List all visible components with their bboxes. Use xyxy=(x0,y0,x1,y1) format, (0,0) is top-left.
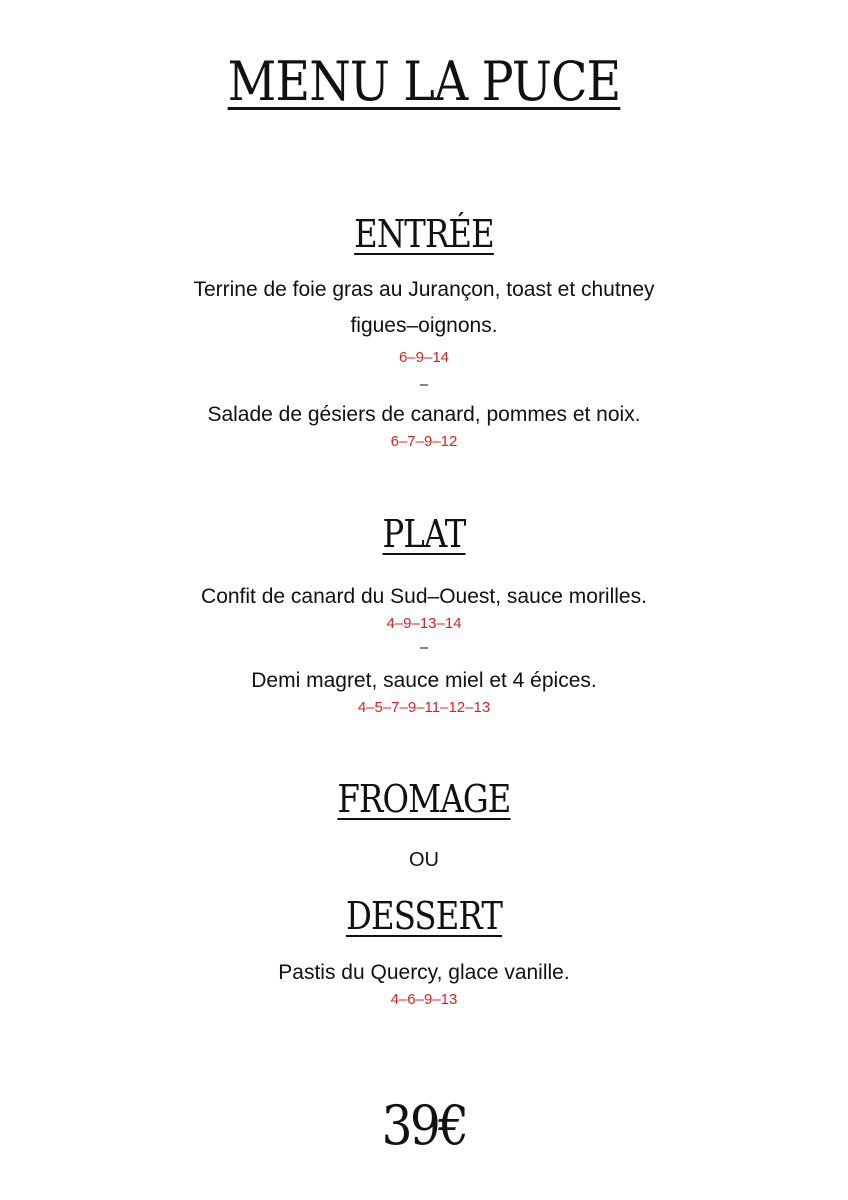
entree-dish-2-allergens: 6–7–9–12 xyxy=(390,433,458,450)
entree-dish-1-line-2: figues–oignons. xyxy=(350,314,498,337)
section-heading-fromage: FROMAGE xyxy=(337,777,511,821)
entree-dish-2-line-1: Salade de gésiers de canard, pommes et noix. xyxy=(207,403,641,426)
dessert-dish-1-line-1: Pastis du Quercy, glace vanille. xyxy=(278,961,570,984)
menu-price: 39€ xyxy=(381,1094,467,1157)
entree-dish-1-allergens: 6–9–14 xyxy=(398,349,450,366)
entree-dish-1-line-1: Terrine de foie gras au Jurançon, toast et chutney xyxy=(193,278,655,301)
menu-title: MENU LA PUCE xyxy=(227,50,621,113)
entree-separator: – xyxy=(419,376,429,393)
plat-dish-1-allergens: 4–9–13–14 xyxy=(386,615,462,632)
plat-dish-2-line-1: Demi magret, sauce miel et 4 épices. xyxy=(251,669,597,692)
section-heading-dessert: DESSERT xyxy=(345,894,503,938)
section-heading-plat: PLAT xyxy=(382,512,466,556)
dessert-dish-1-allergens: 4–6–9–13 xyxy=(390,991,458,1008)
plat-separator: – xyxy=(419,639,429,656)
plat-dish-1-line-1: Confit de canard du Sud–Ouest, sauce morilles. xyxy=(201,585,647,608)
or-separator: OU xyxy=(409,849,439,871)
section-heading-entree: ENTRÉE xyxy=(354,212,494,256)
plat-dish-2-allergens: 4–5–7–9–11–12–13 xyxy=(357,699,491,716)
